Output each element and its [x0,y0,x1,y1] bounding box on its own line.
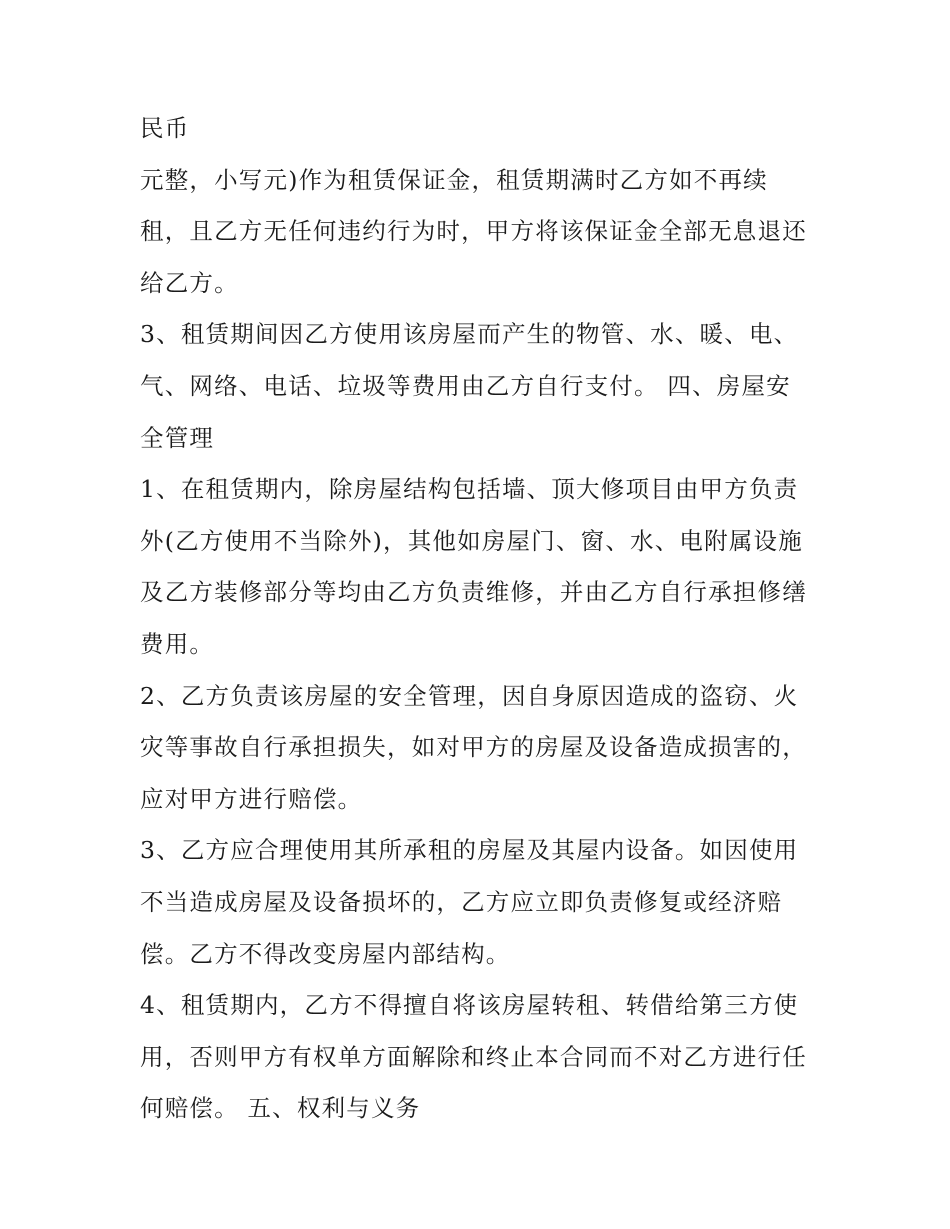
text-line: 4、租赁期内，乙方不得擅自将该房屋转租、转借给第三方使 [140,991,799,1020]
contract-text-body [140,103,820,1135]
text-line: 何赔偿。 五、权利与义务 [140,1094,421,1123]
text-line: 元整，小写元)作为租赁保证金，租赁期满时乙方如不再续 [140,165,768,194]
text-line: 灾等事故自行承担损失，如对甲方的房屋及设备造成损害的， [140,733,807,762]
text-line: 2、乙方负责该房屋的安全管理，因自身原因造成的盗窃、火 [140,681,799,710]
text-line: 及乙方装修部分等均由乙方负责维修，并由乙方自行承担修缮 [140,578,807,607]
text-line: 用，否则甲方有权单方面解除和终止本合同而不对乙方进行任 [140,1042,807,1071]
text-line: 给乙方。 [140,268,239,297]
text-line: 民币 [140,114,190,142]
text-line: 气、网络、电话、垃圾等费用由乙方自行支付。 四、房屋安 [140,371,791,400]
text-line: 全管理 [140,423,215,452]
text-line: 3、乙方应合理使用其所承租的房屋及其屋内设备。如因使用 [140,836,799,865]
text-line: 租，且乙方无任何违约行为时，甲方将该保证金全部无息退还 [140,217,807,246]
text-line: 不当造成房屋及设备损坏的，乙方应立即负责修复或经济赔 [140,887,783,916]
text-line: 1、在租赁期内，除房屋结构包括墙、顶大修项目由甲方负责 [140,475,799,504]
text-line: 应对甲方进行赔偿。 [140,784,363,813]
text-line: 外(乙方使用不当除外)，其他如房屋门、窗、水、电附属设施 [140,526,803,555]
text-line: 费用。 [140,629,215,658]
text-line: 3、租赁期间因乙方使用该房屋而产生的物管、水、暖、电、 [140,320,799,349]
text-line: 偿。乙方不得改变房屋内部结构。 [140,939,511,968]
